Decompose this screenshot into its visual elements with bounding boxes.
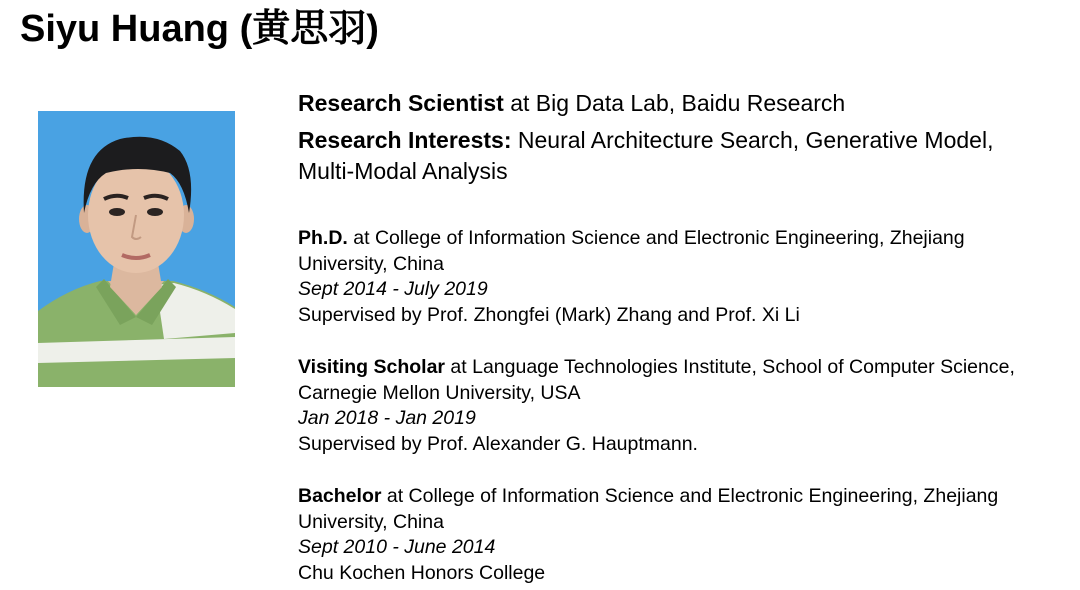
profile-photo xyxy=(38,111,235,387)
interests-label: Research Interests: xyxy=(298,127,512,153)
education-period: Sept 2014 - July 2019 xyxy=(298,278,488,300)
education-note: Chu Kochen Honors College xyxy=(298,561,546,584)
education-period: Jan 2018 - Jan 2019 xyxy=(298,407,476,429)
degree-label: Visiting Scholar xyxy=(298,356,446,378)
education-institution: at Language Technologies Institute, School of Computer Science, Carnegie Mellon University, USA xyxy=(298,356,1015,404)
education-institution: at College of Information Science and Electronic Engineering, Zhejiang University, China xyxy=(298,485,999,533)
research-interests xyxy=(298,125,1038,187)
portrait-photo-icon xyxy=(38,111,235,387)
current-position xyxy=(298,88,1038,119)
page-title: Siyu Huang (黄思羽) xyxy=(20,8,379,50)
education-entry-phd xyxy=(298,226,1018,328)
degree-label: Bachelor xyxy=(298,485,382,507)
education-period: Sept 2010 - June 2014 xyxy=(298,536,496,558)
education-entry-bachelor xyxy=(298,484,1018,586)
bio-content xyxy=(298,88,1058,586)
education-entry-visiting-scholar xyxy=(298,355,1018,457)
position-affiliation: at Big Data Lab, Baidu Research xyxy=(503,90,846,116)
education-note: Supervised by Prof. Zhongfei (Mark) Zhang and Prof. Xi Li xyxy=(298,303,800,326)
education-institution: at College of Information Science and Electronic Engineering, Zhejiang University, China xyxy=(298,227,965,275)
degree-label: Ph.D. xyxy=(298,227,348,249)
interests-text: Neural Architecture Search, Generative Model, Multi-Modal Analysis xyxy=(298,127,994,184)
position-title: Research Scientist xyxy=(298,90,504,116)
education-note: Supervised by Prof. Alexander G. Hauptmann. xyxy=(298,432,698,455)
